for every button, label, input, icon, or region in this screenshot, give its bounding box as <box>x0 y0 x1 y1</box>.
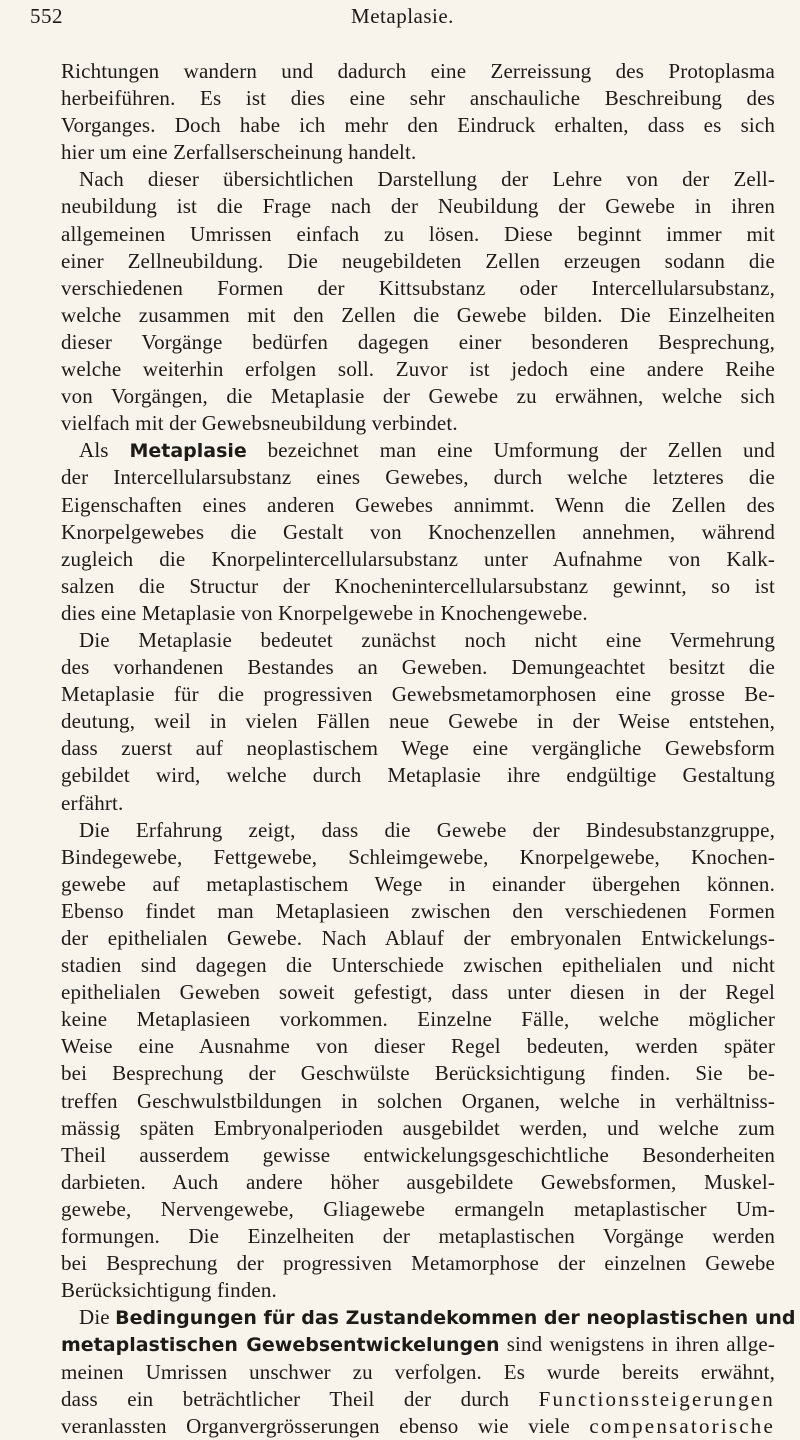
text-line: gewebe auf metaplastischem Wege in einander übergehen können. <box>61 871 775 896</box>
text-segment: veranlassten Organvergrösserungen ebenso wie viele <box>61 1413 590 1438</box>
text-line: Nach dieser übersichtlichen Darstellung der Lehre von der Zell- <box>79 167 775 192</box>
text-line: epithelialen Geweben soweit gefestigt, dass unter diesen in der Regel <box>61 980 775 1005</box>
text-line: des vorhandenen Bestandes an Geweben. Demungeachtet besitzt die <box>61 655 775 680</box>
text-line: formungen. Die Einzelheiten der metaplastischen Vorgänge werden <box>61 1224 775 1249</box>
text-line: der Intercellularsubstanz eines Gewebes, durch welche letzteres die <box>61 465 775 490</box>
text-line: herbeiführen. Es ist dies eine sehr anschauliche Beschreibung des <box>61 86 775 111</box>
text-line-with-term <box>61 1304 796 1331</box>
bold-term: Metaplasie <box>129 440 247 463</box>
text-segment: bezeichnet man eine Umformung der Zellen und <box>246 438 775 463</box>
text-line: Metaplasie für die progressiven Gewebsmetamorphosen eine grosse Be- <box>61 682 775 707</box>
text-line-with-term <box>61 437 775 464</box>
page-header <box>30 2 775 32</box>
text-line: dass zuerst auf neoplastischem Wege eine vergängliche Gewebsform <box>61 736 775 761</box>
text-line: welche weiterhin erfolgen soll. Zuvor ist jedoch eine andere Reihe <box>61 357 775 382</box>
text-line: Theil ausserdem gewisse entwickelungsgeschichtliche Besonderheiten <box>61 1142 775 1167</box>
text-line: einer Zellneubildung. Die neugebildeten Zellen erzeugen sodann die <box>61 248 775 273</box>
text-line: Die Erfahrung zeigt, dass die Gewebe der Bindesubstanzgruppe, <box>79 817 775 842</box>
text-line: dies eine Metaplasie von Knorpelgewebe in Knochengewebe. <box>61 600 588 625</box>
text-line: Richtungen wandern und dadurch eine Zerreissung des Protoplasma <box>61 59 775 83</box>
text-line: erfährt. <box>61 790 124 815</box>
text-line: Ebenso findet man Metaplasieen zwischen den verschiedenen Formen <box>61 898 775 923</box>
spaced-term: Functionssteigerungen <box>538 1386 775 1411</box>
text-line: keine Metaplasieen vorkommen. Einzelne Fälle, welche möglicher <box>61 1007 775 1032</box>
text-line: dieser Vorgänge bedürfen dagegen einer besonderen Besprechung, <box>61 329 775 354</box>
text-segment: dass ein beträchtlicher Theil der durch <box>61 1386 539 1411</box>
text-line: vielfach mit der Gewebsneubildung verbindet. <box>61 411 458 436</box>
text-line: bei Besprechung der progressiven Metamorphose der einzelnen Gewebe <box>61 1251 775 1276</box>
text-line: von Vorgängen, die Metaplasie der Gewebe zu erwähnen, welche sich <box>61 384 775 409</box>
text-line: gebildet wird, welche durch Metaplasie ihre endgültige Gestaltung <box>61 763 775 788</box>
text-line: Weise eine Ausnahme von dieser Regel bedeuten, werden später <box>61 1034 775 1059</box>
text-line: Knorpelgewebes die Gestalt von Knochenzellen annehmen, während <box>61 519 775 544</box>
text-line: meinen Umrissen unschwer zu verfolgen. Es wurde bereits erwähnt, <box>61 1359 775 1384</box>
text-line: deutung, weil in vielen Fällen neue Gewebe in der Weise entstehen, <box>61 709 775 734</box>
text-line: neubildung ist die Frage nach der Neubildung der Gewebe in ihren <box>61 194 775 219</box>
text-line: Eigenschaften eines anderen Gewebes annimmt. Wenn die Zellen des <box>61 492 775 517</box>
body-text <box>61 58 796 1440</box>
text-line: darbieten. Auch andere höher ausgebildete Gewebsformen, Muskel- <box>61 1169 775 1194</box>
text-line: Bindegewebe, Fettgewebe, Schleimgewebe, Knorpelgewebe, Knochen- <box>61 844 775 869</box>
text-line: treffen Geschwulstbildungen in solchen Organen, welche in verhältniss- <box>61 1088 775 1113</box>
text-segment: Die <box>79 1305 116 1330</box>
text-line: zugleich die Knorpelintercellularsubstanz unter Aufnahme von Kalk- <box>61 546 775 571</box>
bold-term: metaplastischen Gewebsentwickelungen <box>61 1334 500 1357</box>
text-line: mässig späten Embryonalperioden ausgebildet werden, und welche zum <box>61 1115 775 1140</box>
text-line: Vorganges. Doch habe ich mehr den Eindruck erhalten, dass es sich <box>61 113 775 138</box>
text-line: Berücksichtigung finden. <box>61 1278 277 1303</box>
text-line: bei Besprechung der Geschwülste Berücksichtigung finden. Sie be- <box>61 1061 775 1086</box>
bold-term: Bedingungen für das Zustandekommen der neoplastischen und <box>115 1307 796 1330</box>
text-segment: sind wenigstens in ihren allge- <box>499 1332 776 1357</box>
text-line: allgemeinen Umrissen einfach zu lösen. Diese beginnt immer mit <box>61 221 775 246</box>
text-line: welche zusammen mit den Zellen die Gewebe bilden. Die Einzelheiten <box>61 302 775 327</box>
text-line: stadien sind dagegen die Unterschiede zwischen epithelialen und nicht <box>61 953 775 978</box>
page-number: 552 <box>30 4 63 28</box>
text-line: der epithelialen Gewebe. Nach Ablauf der embryonalen Entwickelungs- <box>61 926 775 950</box>
spaced-term: compensatorische <box>589 1413 775 1438</box>
text-line: verschiedenen Formen der Kittsubstanz oder Intercellularsubstanz, <box>61 275 775 300</box>
text-line: hier um eine Zerfallserscheinung handelt. <box>61 140 417 165</box>
text-line: salzen die Structur der Knochenintercellularsubstanz gewinnt, so ist <box>61 573 775 598</box>
text-line: Die Metaplasie bedeutet zunächst noch nicht eine Vermehrung <box>79 627 775 652</box>
running-title: Metaplasie. <box>351 4 454 28</box>
text-line-with-spaced-term <box>61 1413 775 1440</box>
text-line: gewebe, Nervengewebe, Gliagewebe ermangeln metaplastischer Um- <box>61 1196 775 1221</box>
text-line-with-spaced-term <box>61 1386 775 1413</box>
text-segment: Als <box>79 438 130 463</box>
